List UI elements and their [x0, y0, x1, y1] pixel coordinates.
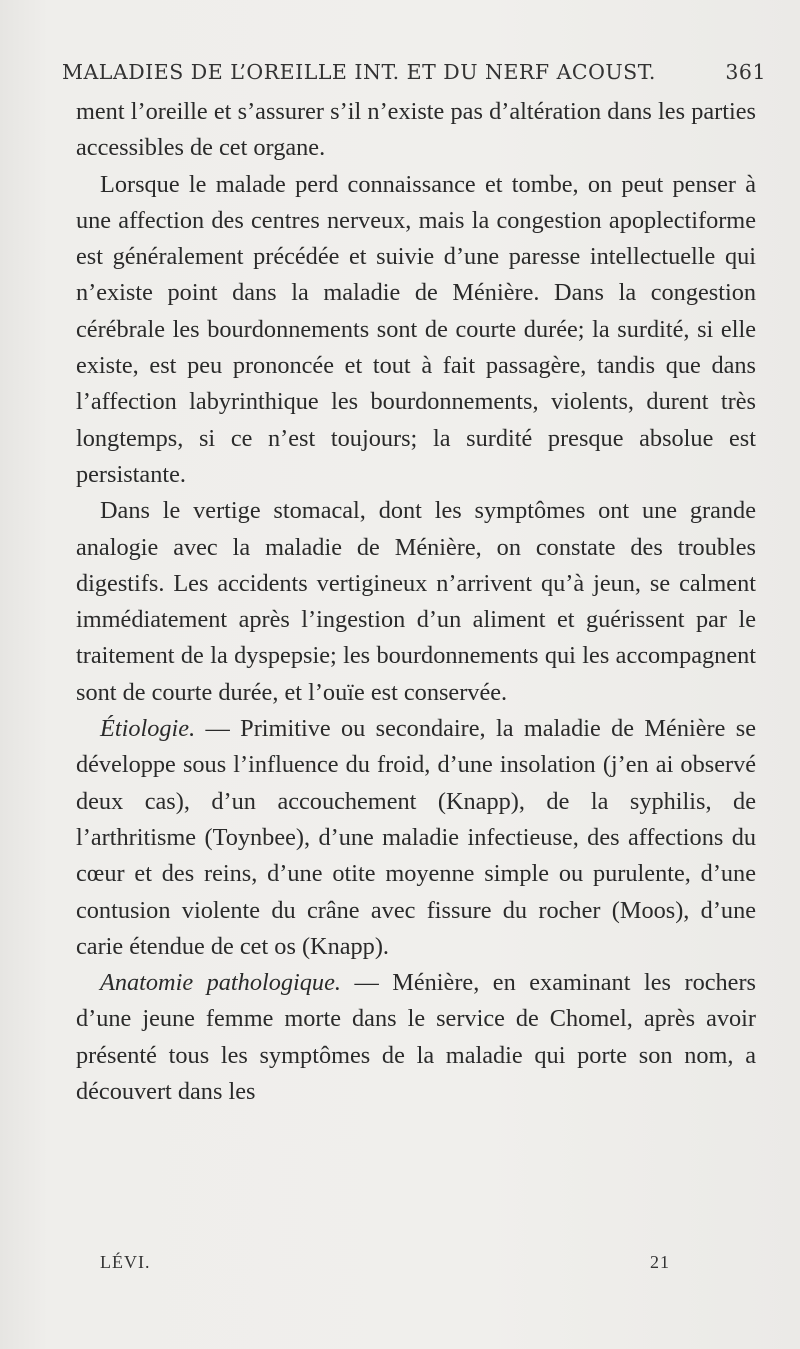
paragraph-etiologie-text: — Primitive ou secondaire, la maladie de Ménière se développe sous l’influence du froid, d’une insolation (j’en ai observé deux cas), d’un accouchement (Knapp), de la syphilis, de l’arthritisme (Toynbee), d’une maladie infectieuse, des affections du cœur et des reins, d’une otite moyenne simple ou purulente, d’une contusion violente du crâne avec fissure du rocher (Moos), d’une carie étendue de cet os (Knapp). — [76, 715, 756, 960]
paragraph-diagnosis-stomacal: Dans le vertige stomacal, dont les symptômes ont une grande analogie avec la maladie de Ménière, on constate des troubles digestifs. Les accidents vertigineux n’arrivent qu’à jeun, se calment immédiatement après l’ingestion d’un aliment et guérissent par le traitement de la dyspepsie; les bourdonnements qui les accompagnent sont de courte durée, et l’ouïe est conservée. — [76, 497, 756, 706]
signature-mark: 21 — [650, 1252, 670, 1272]
body-text — [76, 94, 756, 1110]
paragraph-anatomie-text: — Ménière, en examinant les rochers d’une jeune femme morte dans le service de Chomel, après avoir présenté tous les symptômes de la maladie qui porte son nom, a découvert dans les — [76, 969, 756, 1106]
paragraph-continuation: ment l’oreille et s’assurer s’il n’existe pas d’altération dans les parties accessibles de cet organe. — [76, 98, 756, 162]
section-heading-etiologie: Étiologie. — [100, 715, 196, 743]
paragraph-anatomie — [76, 965, 756, 1110]
running-head — [62, 60, 766, 84]
page-number: 361 — [725, 60, 766, 84]
page-footer — [100, 1252, 670, 1273]
running-head-title: MALADIES DE L’OREILLE INT. ET DU NERF ACOUST. — [62, 60, 656, 84]
paragraph-etiologie — [76, 711, 756, 965]
section-heading-anatomie: Anatomie pathologique. — [100, 969, 341, 997]
footer-author: LÉVI. — [100, 1252, 151, 1272]
paragraph-diagnosis-congestion: Lorsque le malade perd connaissance et tombe, on peut penser à une affection des centres nerveux, mais la congestion apoplectiforme est généralement précédée et suivie d’une paresse intellectuelle qui n’existe point dans la maladie de Ménière. Dans la congestion cérébrale les bourdonnements sont de courte durée; la surdité, si elle existe, est peu prononcée et tout à fait passagère, tandis que dans l’affection labyrinthique les bourdonnements, violents, durent très longtemps, si ce n’est toujours; la surdité presque absolue est persistante. — [76, 170, 756, 488]
